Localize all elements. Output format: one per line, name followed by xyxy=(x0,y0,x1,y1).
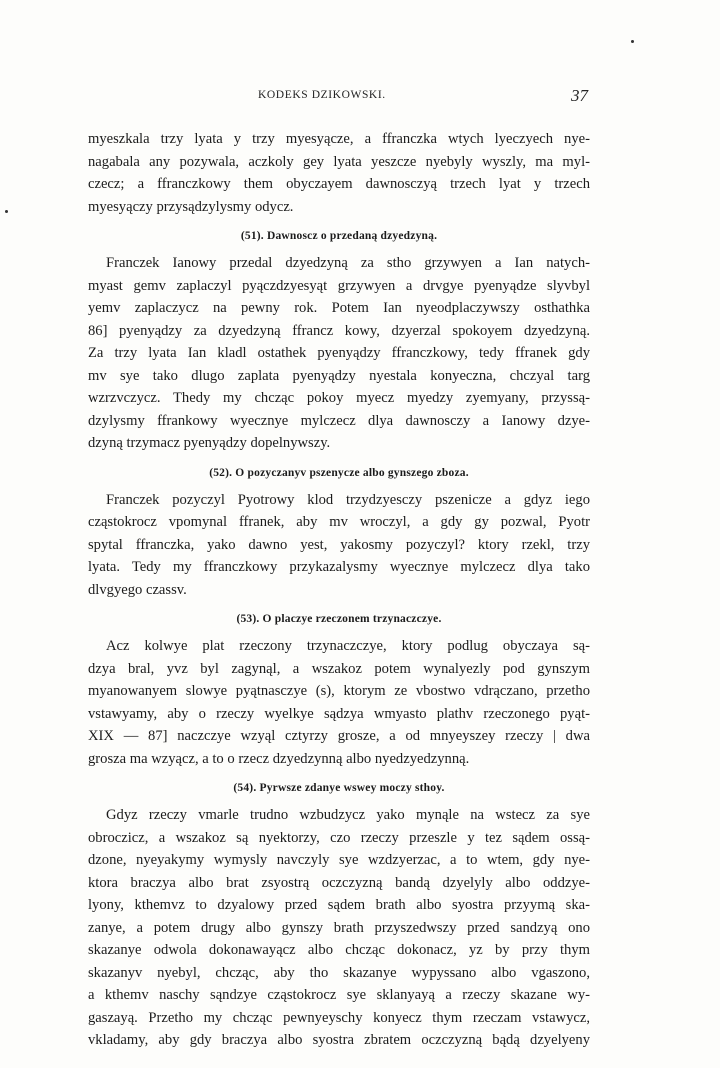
text-line: skazanye odwola dokonawayącz albo chcząc dokonacz, yz by przy thym xyxy=(88,942,590,958)
text-line: Gdyz rzeczy vmarle trudno wzbudzycz yako mynąle na wstecz za sye xyxy=(106,807,590,823)
text-line: grosza ma wzyącz, a to o rzecz dzyedzynną albo nyedzyedzynną. xyxy=(88,750,470,767)
text-line: cząstokrocz vpomynal ffranek, aby mv wroczyl, a gdy gy pozwal, Pyotr xyxy=(88,514,590,530)
text-line: zanye, a potem drugy albo gynszy brath przyszedwszy przed sandzyą ono xyxy=(88,919,590,936)
section-53 xyxy=(88,608,590,770)
text-line: myesyączy przysądzylysmy odycz. xyxy=(88,198,294,215)
text-line: nagabala any pozywala, aczkoly gey lyata yeszcze nyebyly wyszly, ma myl- xyxy=(88,153,590,170)
text-line: ktora braczya albo brat zsyostrą oczczyzną bandą dzyelyly albo oddzye- xyxy=(88,874,590,891)
text-line: wzrzvczycz. Thedy my chcząc pokoy myecz myedzy zyemyany, przyssą- xyxy=(88,390,590,406)
text-line: XIX — 87] naczczye wzyąl cztyrzy grosze, a od mnyeyszey rzeczy | dwa xyxy=(88,728,590,744)
body-text xyxy=(88,128,590,1052)
section-heading: (54). Pyrwsze zdanye wswey moczy sthoy. xyxy=(233,782,445,794)
text-line: lyata. Tedy my ffranczkowy przykazalysmy wyecznye mylczecz dlya tako xyxy=(88,559,590,575)
text-line: Franczek pozyczyl Pyotrowy klod trzydzyesczy pszenicze a gdyz iego xyxy=(106,491,590,508)
text-line: dzya bral, yvz byl zagynąl, a wszakoz potem wynalyezly pod gynszym xyxy=(88,660,590,677)
text-line: myeszkala trzy lyata y trzy myesyącze, a ffranczka wtych lyeczyech nye- xyxy=(88,131,590,147)
text-line: yemv zaplaczycz na pewny rok. Potem Ian nyeodplaczywszy osthathka xyxy=(88,300,590,316)
scan-speck xyxy=(631,40,634,43)
running-head: KODEKS DZIKOWSKI. xyxy=(258,89,386,101)
text-line: obroczicz, a wszakoz są nyektorzy, czo rzeczy przeszle y tez sądem ossą- xyxy=(88,829,590,846)
text-line: Za trzy lyata Ian kladl ostathek pyenyądzy ffranczkowy, tedy ffranek gdy xyxy=(88,345,590,361)
section-52 xyxy=(88,462,590,602)
text-line: gaszayą. Przetho my chcząc pewnyeyschy konyecz thym rzeczam vstawycz, xyxy=(88,1009,590,1026)
text-line: a kthemv naschy sąndzye cząstokrocz sye sklanyayą a rzeczy skazane wy- xyxy=(88,987,590,1003)
text-line: lyony, kthemvz to dzyalowy przed sądem brath albo syostra przyymą ska- xyxy=(88,897,590,913)
text-line: spytal ffranczka, yako dawno yest, yakosmy pozyczyl? ktory rzekl, trzy xyxy=(88,536,590,553)
text-line: vkladamy, aby gdy braczya albo syostra zbratem oczczyzną bądą dzyelyeny xyxy=(88,1032,590,1048)
text-line: Acz kolwye plat rzeczony trzynaczczye, ktory podlug obyczaya są- xyxy=(106,638,590,654)
text-line: myanowanyem slowye pyątnasczye (s), ktorym ze vbostwo vdrączano, przetho xyxy=(88,683,590,699)
text-line: czecz; a ffranczkowy them obyczayem dawnosczyą trzech lyat y trzech xyxy=(88,176,590,192)
section-heading: (52). O pozyczanyv pszenycze albo gynszego zboza. xyxy=(209,466,469,479)
page-number: 37 xyxy=(571,86,588,105)
text-line: Franczek Ianowy przedal dzyedzyną za stho grzywyen a Ian natych- xyxy=(106,255,590,271)
section-heading: (51). Dawnoscz o przedaną dzyedzyną. xyxy=(240,230,438,242)
section-heading: (53). O placzye rzeczonem trzynaczczye. xyxy=(236,613,442,625)
text-line: dzone, nyeyakymy wymysly navczyly sye wzdzyerzac, a to wtem, gdy nye- xyxy=(88,852,590,868)
intro-paragraph xyxy=(88,128,590,218)
text-line: dlvgyego czassv. xyxy=(88,581,187,598)
text-line: dzylysmy ffrankowy wyecznye mylczecz dlya dawnosczy a Ianowy dzye- xyxy=(88,412,590,429)
section-54 xyxy=(88,777,590,1052)
section-51 xyxy=(88,225,590,455)
text-line: dzyną trzymacz pyenyądzy dopelnywszy. xyxy=(88,435,331,451)
text-line: mv sye tako dlugo zaplata pyenyądzy nyestala konyeczna, chczyal targ xyxy=(88,367,590,384)
scan-speck xyxy=(5,210,8,213)
text-line: 86] pyenyądzy za dzyedzyną ffrancz kowy, dzyerzal spokoyem dzyedzyną. xyxy=(88,322,590,339)
text-line: myast gemv zaplaczyl pyączdzyesyąt grzywyen a drvgye pyenyądze slyvbyl xyxy=(88,277,590,294)
text-line: vstawyamy, aby o rzeczy wyelkye sądzya wmyasto plathv rzeczonego pyąt- xyxy=(88,705,590,722)
text-line: skazanyv nyebyl, chcząc, aby tho skazanye wypyssano albo vgaszono, xyxy=(88,964,590,981)
